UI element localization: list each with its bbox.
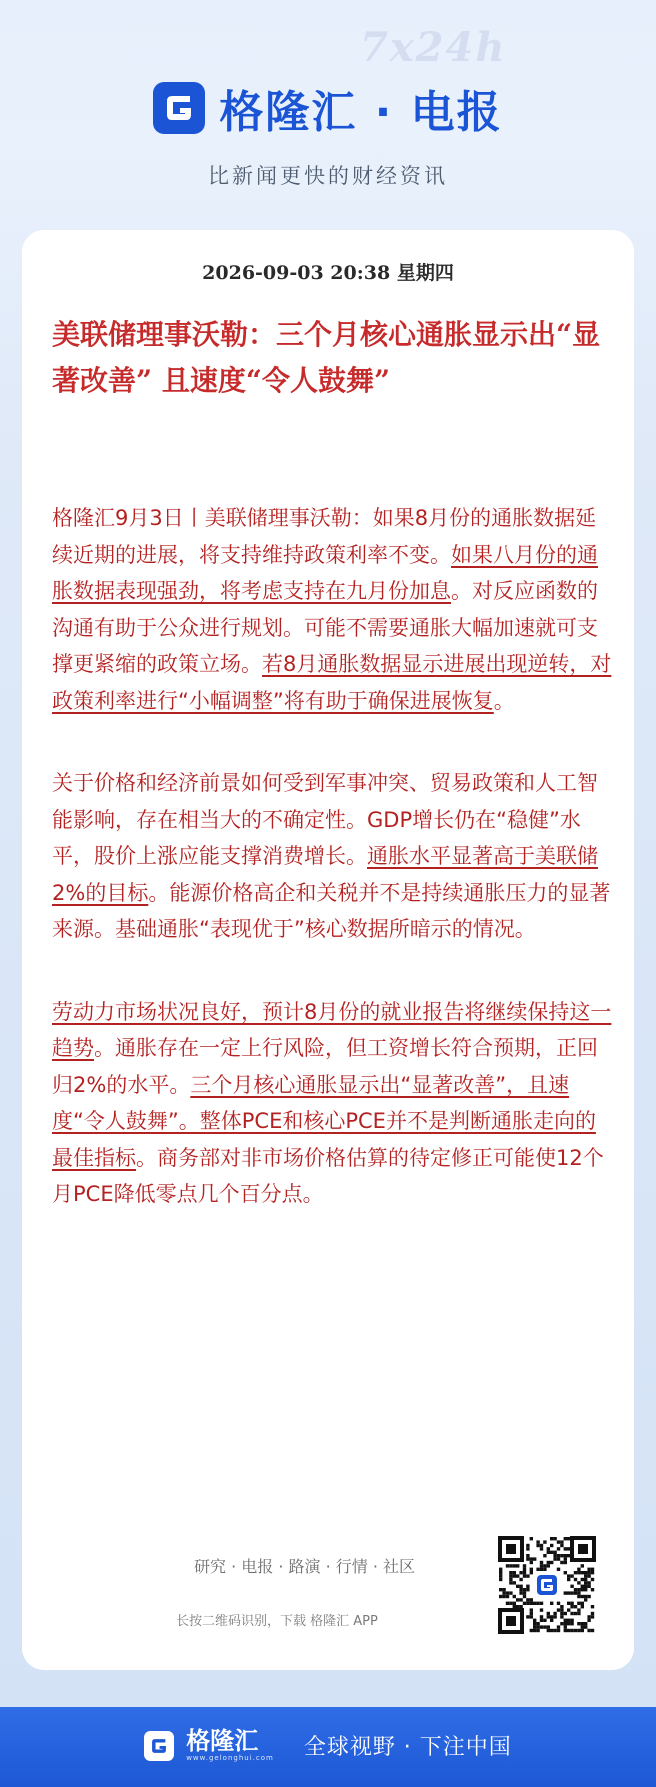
highlighted-text: 如果八月份的通胀数据表现强劲，将考虑支持在九月份加息 xyxy=(52,542,598,603)
headline: 美联储理事沃勒：三个月核心通胀显示出“显著改善” 且速度“令人鼓舞” xyxy=(52,318,601,397)
article-body xyxy=(52,500,612,1259)
header xyxy=(0,0,656,215)
body-text: 关于价格和经济前景如何受到军事冲突、贸易政策和人工智能影响，存在相当大的不确定性。GDP增长仍在“稳健”水平，股价上涨应能支撑消费增长。 xyxy=(52,771,598,868)
highlighted-text: 三个月核心通胀显示出“显著改善”，且速度“令人鼓舞”。整体PCE和核心PCE并不是判断通胀走向的最佳指标 xyxy=(52,1072,596,1170)
body-text: 。商务部对非市场价格估算的待定修正可能使12个月PCE降低零点几个百分点。 xyxy=(52,1145,604,1206)
highlighted-text: 若8月通胀数据显示进展出现逆转，对政策利率进行“小幅调整”将有助于确保进展恢复 xyxy=(52,652,612,713)
watermark-text: 7x24h xyxy=(360,24,507,71)
gelonghui-g-logo-icon xyxy=(153,82,205,134)
body-text: 格隆汇9月3日丨美联储理事沃勒：如果8月份的通胀数据延续近期的进展，将支持维持政策利率不变。 xyxy=(52,506,597,567)
article-paragraph xyxy=(52,994,612,1213)
body-text: 。通胀存在一定上行风险，但工资增长符合预期，正回归2%的水平。 xyxy=(52,1036,598,1097)
body-text: 。 xyxy=(493,688,515,713)
banner-content xyxy=(0,1729,656,1762)
qr-code-icon[interactable] xyxy=(496,1534,598,1636)
article-paragraph xyxy=(52,765,612,948)
download-hint: 长按二维码识别，下载 格隆汇 APP xyxy=(176,1614,378,1629)
bottom-banner xyxy=(0,1707,656,1787)
publish-datetime: 2026-09-03 20:38 星期四 xyxy=(202,262,454,284)
brand-logo-group xyxy=(0,76,656,140)
banner-brand xyxy=(186,1729,274,1762)
banner-brand-name: 格隆汇 xyxy=(186,1727,259,1755)
news-card xyxy=(22,230,634,1670)
banner-brand-url: www.gelonghui.com xyxy=(186,1754,274,1762)
article-paragraph xyxy=(52,500,612,719)
highlighted-text: 劳动力市场状况良好，预计8月份的就业报告将继续保持这一趋势 xyxy=(52,999,612,1060)
brand-title: 格隆汇 · 电报 xyxy=(219,87,503,138)
body-text: 。能源价格高企和关税并不是持续通胀压力的显著来源。基础通胀“表现优于”核心数据所暗示的情况。 xyxy=(52,880,611,941)
tagline: 比新闻更快的财经资讯 xyxy=(208,164,448,188)
body-text: 。对反应函数的沟通有助于公众进行规划。可能不需要通胀大幅加速就可支撑更紧缩的政策立场。 xyxy=(52,579,598,676)
footer-section-links: 研究 · 电报 · 路演 · 行情 · 社区 xyxy=(194,1557,416,1576)
banner-slogan: 全球视野 · 下注中国 xyxy=(303,1735,512,1760)
card-footer xyxy=(22,1520,634,1650)
highlighted-text: 通胀水平显著高于美联储2%的目标 xyxy=(52,844,598,905)
gelonghui-g-logo-icon xyxy=(144,1731,174,1761)
